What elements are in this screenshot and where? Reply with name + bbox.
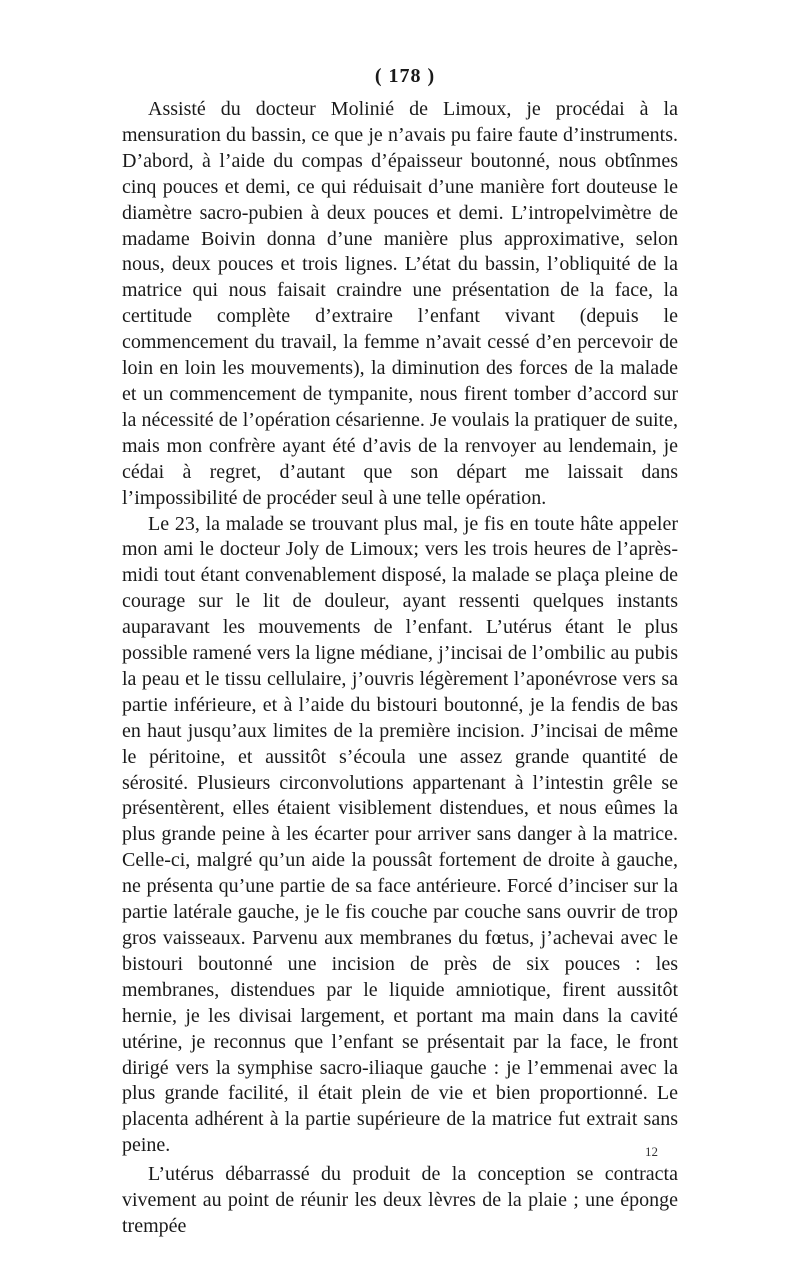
paragraph-mensuration: Assisté du docteur Molinié de Limoux, je procédai à la mensuration du bassin, ce que je n’avais pu faire faute d’instruments. D’abord, à l’aide du compas d’épaisseur boutonné, nous obtînmes cinq pouces et demi, ce qui réduisait d’une manière fort douteuse le diamètre sacro-pubien à deux pouces et demi. L’intropelvimètre de madame Boivin donna d’une manière plus approximative, selon nous, deux pouces et trois lignes. L’état du bassin, l’obliquité de la matrice qui nous faisait craindre une présentation de la face, la certitude complète d’extraire l’enfant vivant (depuis le commencement du travail, la femme n’avait cessé d’en percevoir de loin en loin les mouvements), la diminution des forces de la malade et un commencement de tympanite, nous firent tomber d’accord sur la nécessité de l’opération césarienne. Je voulais la pratiquer de suite, mais mon confrère ayant été d’avis de la renvoyer au lendemain, je cédai à regret, d’autant que son départ me laissait dans l’impossibilité de procéder seul à une telle opération. <box>122 98 678 509</box>
book-page <box>122 58 678 1240</box>
paragraph-operation: Le 23, la malade se trouvant plus mal, je fis en toute hâte appeler mon ami le docteur Joly de Limoux; vers les trois heures de l’après-midi tout étant convenablement disposé, la malade se plaça pleine de courage sur le lit de douleur, ayant ressenti quelques instants auparavant les mouvements de l’enfant. L’utérus étant le plus possible ramené vers la ligne médiane, j’incisai de l’ombilic au pubis la peau et le tissu cellulaire, j’ouvris légèrement l’aponévrose vers sa partie inférieure, et à l’aide du bistouri boutonné, je la fendis de bas en haut jusqu’aux limites de la première incision. J’incisai de même le péritoine, et aussitôt s’écoula une assez grande quantité de sérosité. Plusieurs circonvolutions appartenant à l’intestin grêle se présentèrent, elles étaient visiblement distendues, et nous eûmes la plus grande peine à les écarter pour arriver sans danger à la matrice. Celle-ci, malgré qu’un aide la poussât fortement de droite à gauche, ne présenta qu’une partie de sa face antérieure. Forcé d’inciser sur la partie latérale gauche, je le fis couche par couche sans ouvrir de trop gros vaisseaux. Parvenu aux membranes du fœtus, j’achevai avec le bistouri boutonné une incision de près de six pouces : les membranes, distendues par le liquide amniotique, firent aussitôt hernie, je les divisai largement, et portant ma main dans la cavité utérine, je reconnus que l’enfant se présentait par la face, le front dirigé vers la symphise sacro-iliaque gauche : je l’emmenai avec la plus grande facilité, il était plein de vie et bien proportionné. Le placenta adhérent à la partie supérieure de la matrice fut extrait sans peine. <box>122 512 678 1157</box>
signature-mark: 12 <box>645 1144 658 1160</box>
page-number: ( 178 ) <box>374 65 436 87</box>
paragraph-uterus: L’utérus débarrassé du produit de la conception se contracta vivement au point de réunir les deux lèvres de la plaie ; une éponge trempée <box>122 1163 678 1237</box>
